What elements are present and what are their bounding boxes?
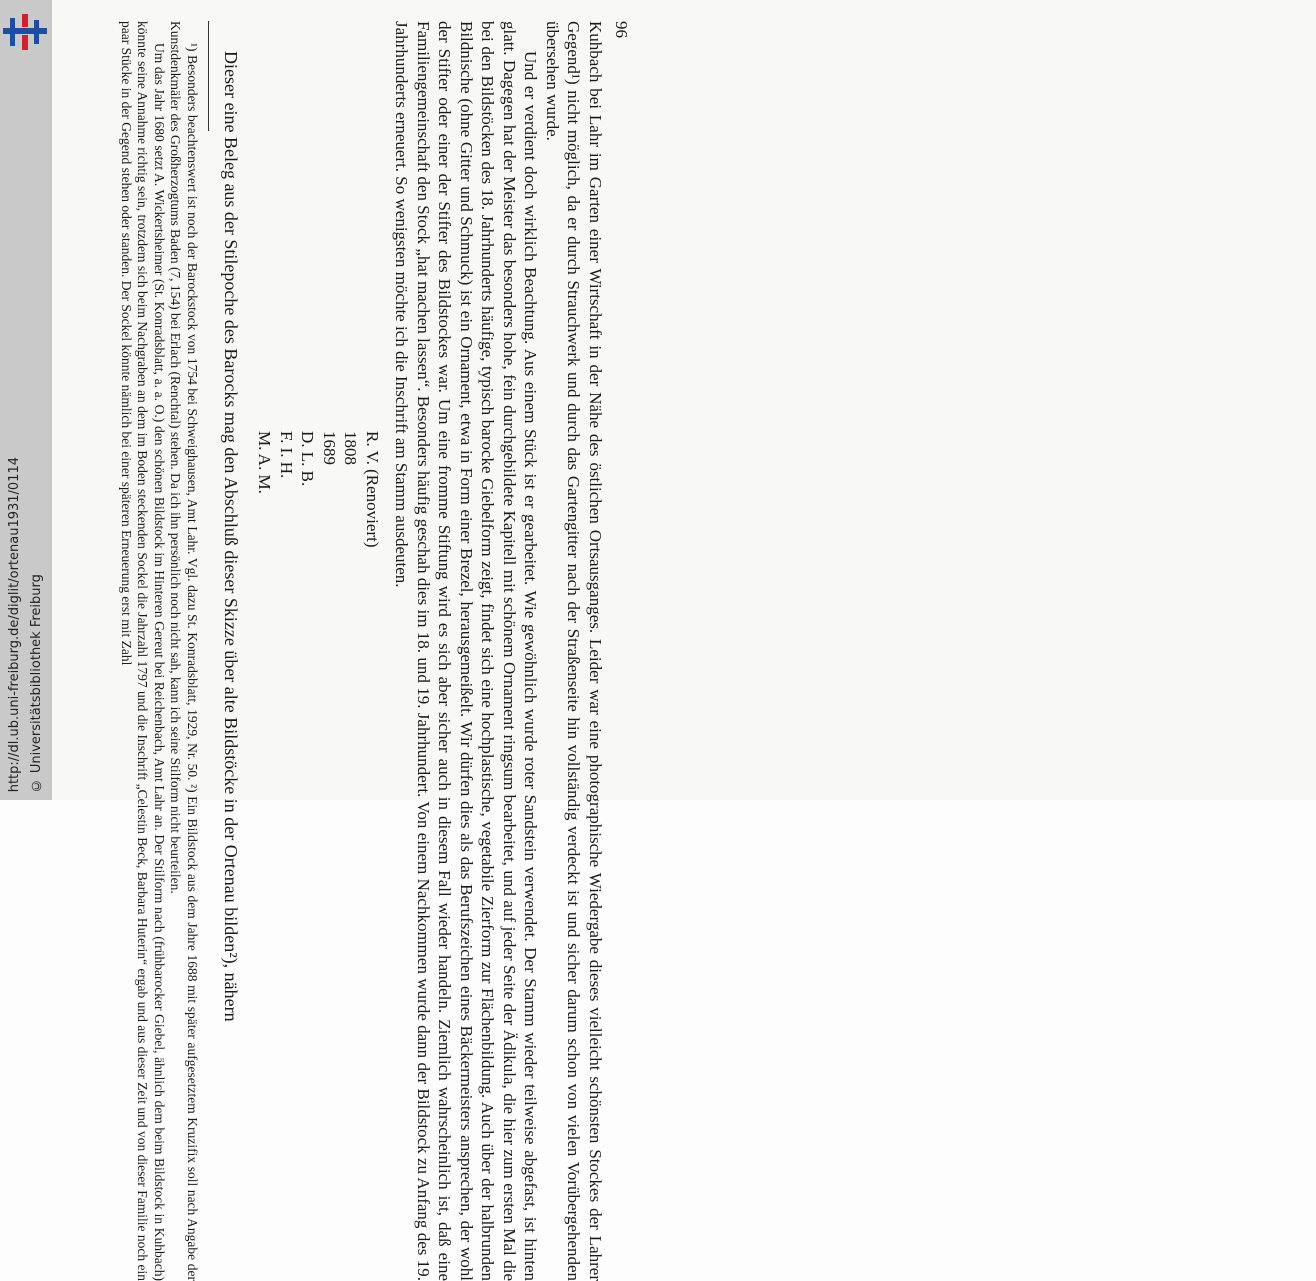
copyright-notice: © Universitätsbibliothek Freiburg [29,573,44,792]
footnote: Um das Jahr 1680 setzt A. Wickertsheimer (St. Konradsblatt, a. a. O.) den schönen Bildstock im Hinteren Gereut bei Reichenbach, Amt Lahr an. Der Stilform nach (frühbarocker Giebel, ähnlich dem beim Bildstock in Kuhbach) könnte seine Annahme richtig sein, trotzdem sich beim Nachgraben an dem im Boden steckenden Sockel die Jahrzahl 1797 und die Inschrift „Celestin Beck, Barbara Huterin“ ergab und aus dieser Zeit und von dieser Familie noch ein paar Stücke in der Gegend stehen oder standen. Der Sockel könnte nämlich bei einer späteren Erneuerung erst mit Zahl [119,21,167,1281]
paragraph: Kuhbach bei Lahr im Garten einer Wirtschaft in der Nähe des östlichen Ortsausganges. Leider war eine photographische Wiedergabe dieses vielleicht schönsten Stockes der Lahrer Gegend¹) nicht möglich, da er durch Strauchwerk und durch das Gartengitter nach der Straßenseite hin vollständig verdeckt ist und sicher darum schon von vielen Vorübergehenden übersehen wurde. [543,21,605,1281]
source-url[interactable]: http://dl.ub.uni-freiburg.de/diglit/ortenau1931/0114 [7,456,22,792]
footnote: ¹) Besonders beachtenswert ist noch der Barockstock von 1754 bei Schweighausen, Amt Lahr. Vgl. dazu St. Konradsblatt, 1929, Nr. 50. ²) Ein Bildstock aus dem Jahre 1688 mit später aufgesetztem Kruzifix soll nach Angabe der Kunstdenkmäler des Großherzogtums Baden (7, 154) bei Erlach (Renchtal) stehen. Da ich ihn persönlich noch nicht sah, kann ich seine Stilform nicht beurteilen. [168,21,200,1281]
closing-paragraph [219,21,242,1281]
page-number: 96 [612,21,631,38]
paragraph: Dieser eine Beleg aus der Stilepoche des Barocks mag den Abschluß dieser Skizze über alte Bildstöcke in der Ortenau bilden²), nähern [221,51,241,1022]
inscription-line: F. I. H. [277,431,296,479]
body-text [391,21,606,1281]
scanned-page [52,0,1316,1281]
footnote-divider [208,21,209,131]
paragraph: Und er verdient doch wirklich Beachtung. Aus einem Stück ist er gearbeitet. Wie gewöhnlich wurde roter Sandstein verwendet. Der Stamm wieder teilweise abgefast, ist hinten glatt. Dagegen hat der Meister das besonders hohe, fein durchgebildete Kapitell mit schönem Ornament ringsum bearbeitet, und auf jeder Seite der Ädikula, die hier zum ersten Mal die bei den Bildstöcken des 18. Jahrhunderts häufige, typisch barocke Giebelform zeigt, findet sich eine hochplastische, vegetabile Zierform zur Flächenbildung. Auch über der halbrunden Bildnische (ohne Gitter und Schmuck) ist ein Ornament, etwa in Form einer Brezel, herausgemeißelt. Wir dürfen dies als das Berufszeichen eines Bäckermeisters ansprechen, der wohl der Stifter oder einer der Stifter des Bildstockes war. Um eine fromme Stiftung wird es sich aber sicher auch in diesem Fall wieder handeln. Ziemlich wahrscheinlich ist, daß eine Familiengemeinschaft den Stock „hat machen lassen“. Besonders häufig geschah dies im 18. und 19. Jahrhundert. Von einem Nachkommen wurde dann der Bildstock zu Anfang des 19. Jahrhunderts erneuert. So wenigsten möchte ich die Inschrift am Stamm ausdeuten. [392,21,541,1281]
inscription-block [254,431,383,1281]
inscription-line: R. V. (Renoviert) [363,431,382,548]
inscription-line: 1689 [320,431,339,465]
footnotes [118,21,201,1281]
rotated-page-content [12,21,632,1281]
inscription-line: M. A. M. [255,431,275,494]
inscription-line: 1808 [341,431,361,465]
inscription-line: D. L. B. [298,431,318,487]
